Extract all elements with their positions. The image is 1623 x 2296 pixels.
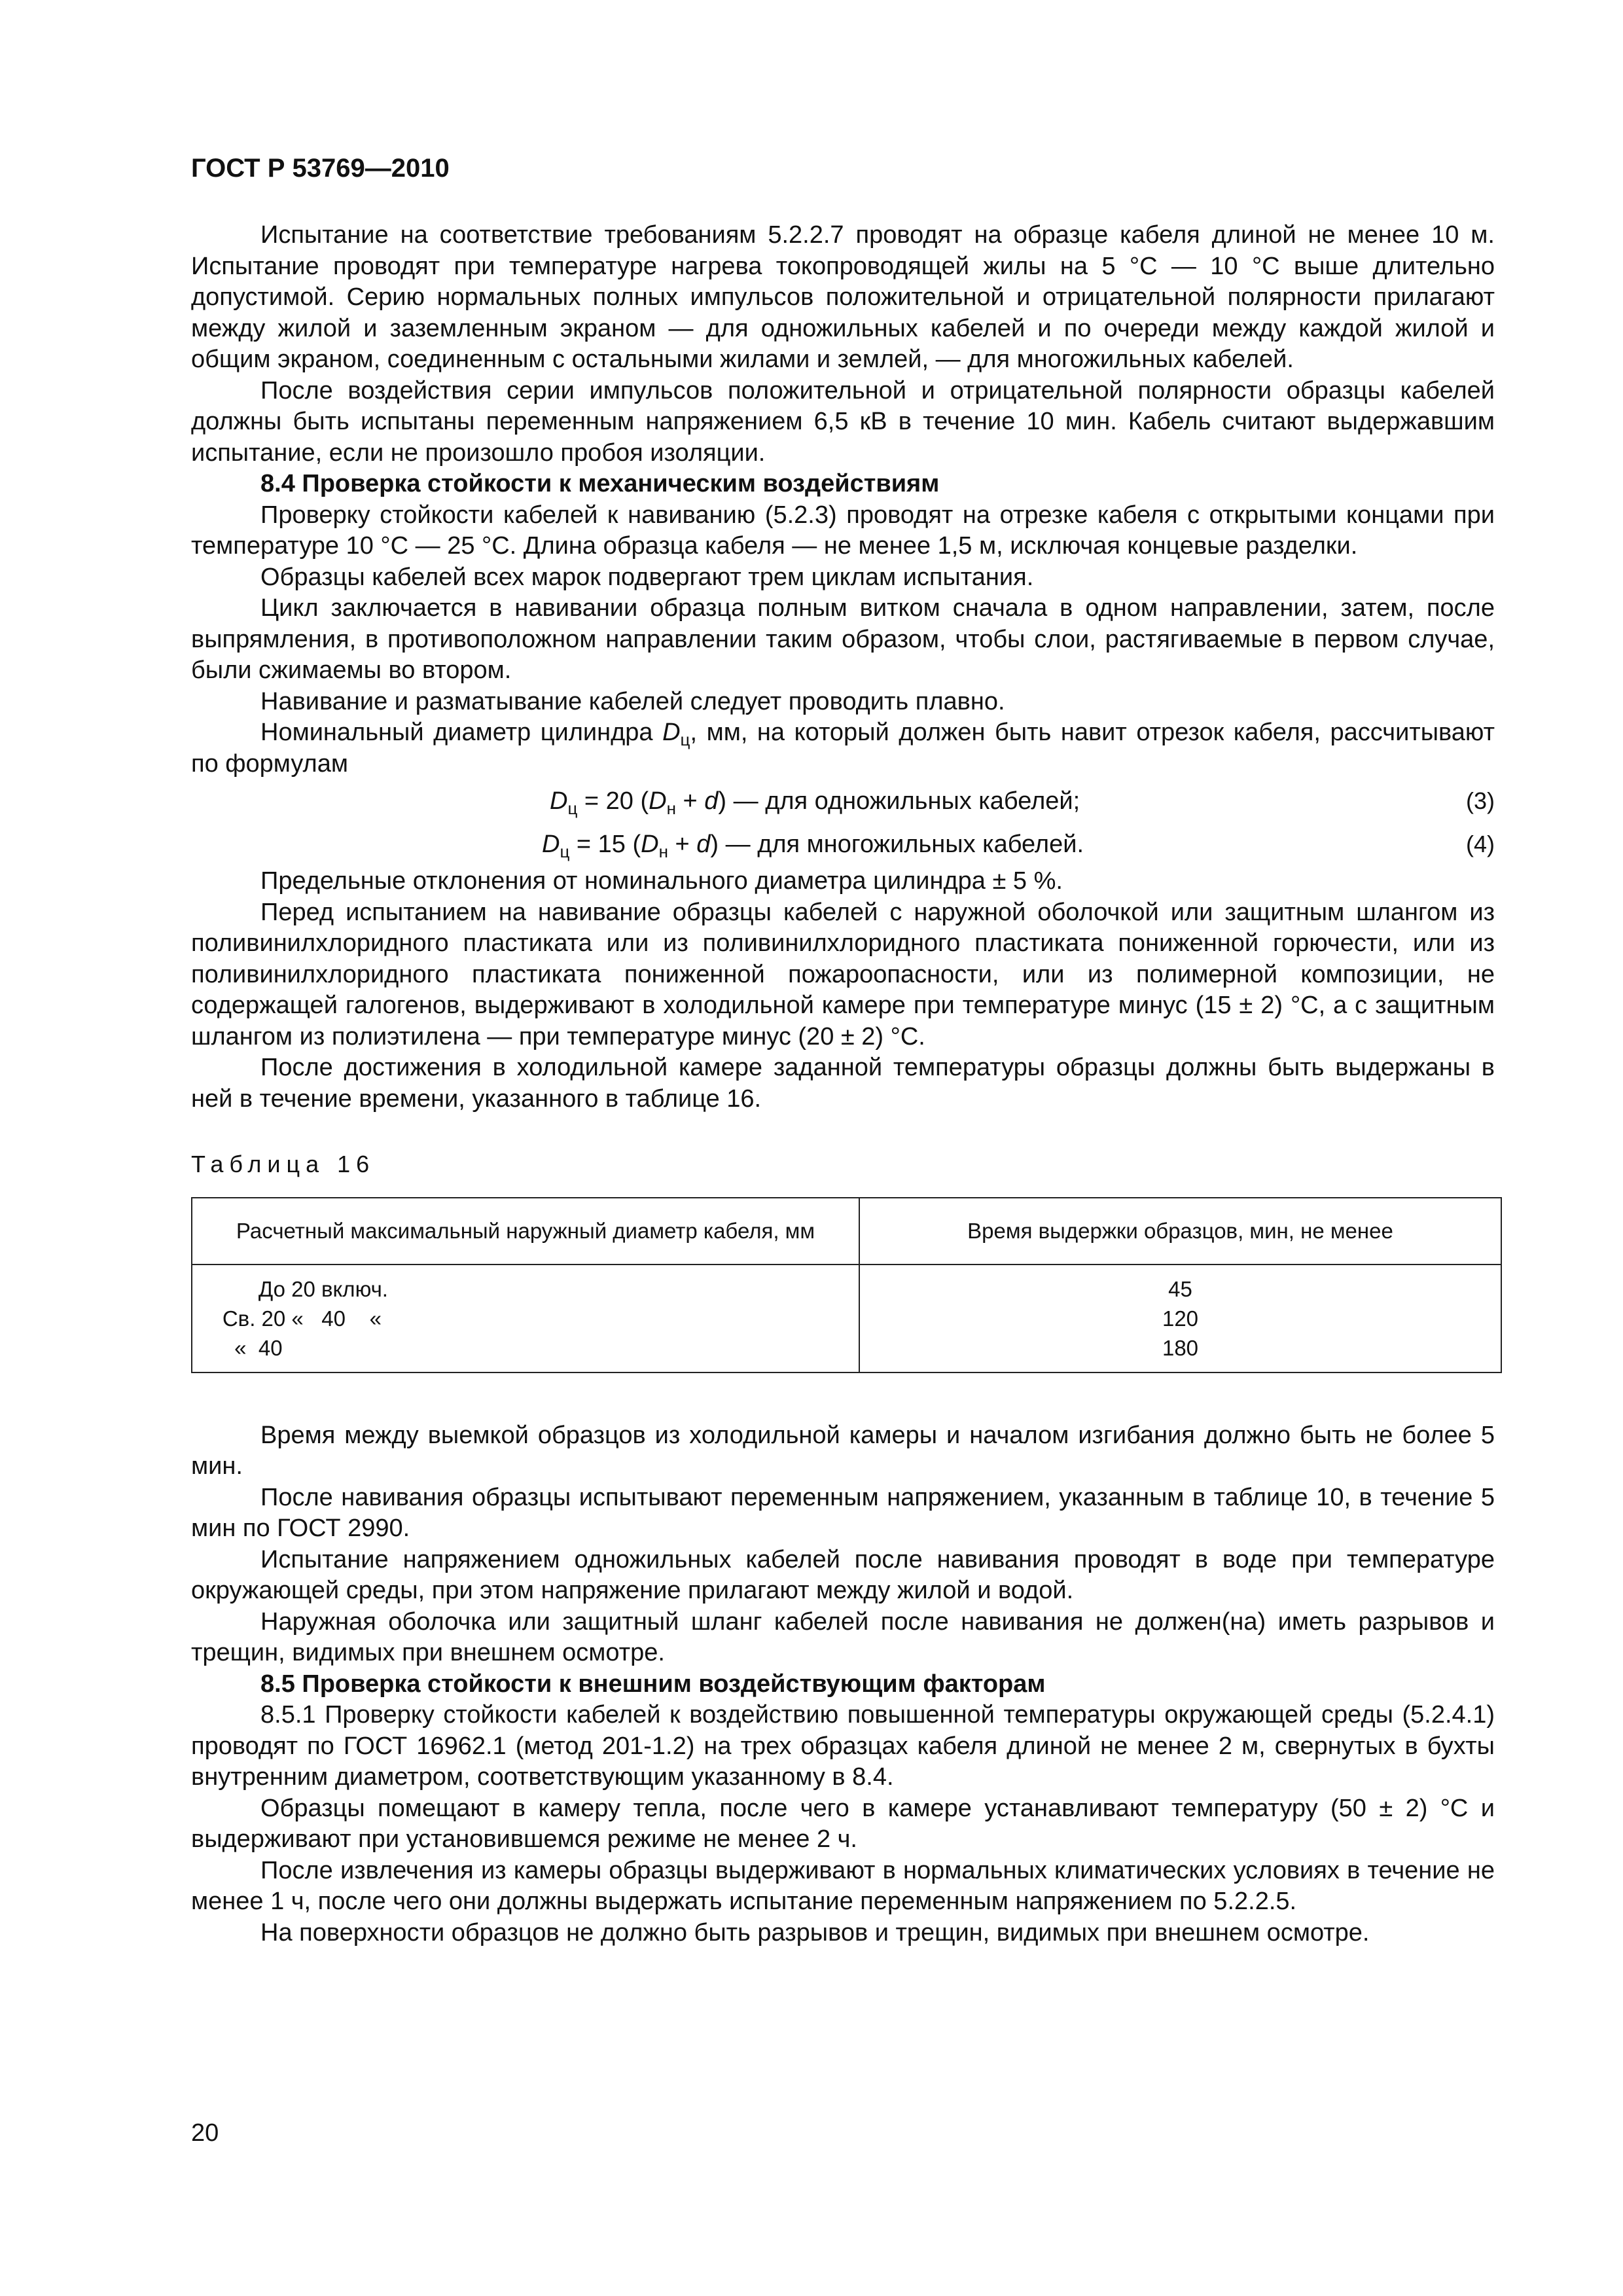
paragraph: Время между выемкой образцов из холодильной камеры и началом изгибания должно быть не более 5 мин.: [191, 1421, 1495, 1480]
standard-header: ГОСТ Р 53769—2010: [191, 154, 450, 183]
paragraph: Навивание и разматывание кабелей следует проводить плавно.: [260, 687, 1005, 715]
paragraph: На поверхности образцов не должно быть разрывов и трещин, видимых при внешнем осмотре.: [260, 1918, 1370, 1946]
paragraph: Цикл заключается в навивании образца полным витком сначала в одном направлении, затем, после выпрямления, в противоположном направлении таким образом, чтобы слои, растягиваемые в первом случае, были сжимаемы во втором.: [191, 594, 1495, 684]
paragraph: Перед испытанием на навивание образцы кабелей с наружной оболочкой или защитным шлангом из поливинилхлоридного пластиката или из поливинилхлоридного пластиката пониженной горючести, или из поливинилхлоридного пластиката пониженной пожароопасности, или из полимерной композиции, не содержащей галогенов, выдерживают в холодильной камере при температуре минус (15 ± 2) °С, а с защитным шлангом из полиэтилена — при температуре минус (20 ± 2) °С.: [191, 898, 1495, 1050]
paragraph: Проверку стойкости кабелей к навиванию (5.2.3) проводят на отрезке кабеля с открытыми концами при температуре 10 °С — 25 °С. Длина образца кабеля — не менее 1,5 м, исключая концевые разделки.: [191, 501, 1495, 560]
section-heading-8-5: 8.5 Проверка стойкости к внешним воздействующим факторам: [260, 1670, 1046, 1698]
document-body: [191, 220, 1495, 1948]
paragraph: Предельные отклонения от номинального диаметра цилиндра ± 5 %.: [260, 867, 1063, 895]
diameter-value: « 40: [192, 1335, 283, 1360]
paragraph: После воздействия серии импульсов положительной и отрицательной полярности образцы кабелей должны быть испытаны переменным напряжением 6,5 кВ в течение 10 мин. Кабель считают выдержавшим испытание, если не произошло пробоя изоляции.: [191, 376, 1495, 467]
paragraph: После извлечения из камеры образцы выдерживают в нормальных климатических условиях в течение не менее 1 ч, после чего они должны выдержать испытание переменным напряжением по 5.2.2.5.: [191, 1856, 1495, 1915]
section-heading-8-4: 8.4 Проверка стойкости к механическим воздействиям: [260, 470, 940, 497]
diameter-value: Св. 20 « 40 «: [192, 1306, 382, 1331]
time-value: 45: [1168, 1276, 1192, 1301]
exposure-time-table: [191, 1197, 1502, 1373]
paragraph: Испытание на соответствие требованиям 5.2.2.7 проводят на образце кабеля длиной не менее 10 м. Испытание проводят при температуре нагрева токопроводящей жилы на 5 °С — 10 °С выше длительно допустимой. Серию нормальных полных импульсов положительной и отрицательной полярности прилагают между жилой и заземленным экраном — для одножильных кабелей и по очереди между каждой жилой и общим экраном, соединенным с остальными жилами и землей, — для многожильных кабелей.: [191, 221, 1495, 373]
paragraph: Наружная оболочка или защитный шланг кабелей после навивания не должен(на) иметь разрывов и трещин, видимых при внешнем осмотре.: [191, 1607, 1495, 1666]
post-table-text: [191, 1420, 1495, 1949]
paragraph: 8.5.1 Проверку стойкости кабелей к воздействию повышенной температуры окружающей среды (5.2.4.1) проводят по ГОСТ 16962.1 (метод 201-1.2) на трех образцах кабеля длиной не менее 2 м, свернутых в бухты внутренним диаметром, соответствующим указанному в 8.4.: [191, 1701, 1495, 1791]
formula-number: (3): [1466, 787, 1495, 814]
formula-expression: $D_ц = 15$ $(D_н + d)$ — для многожильных кабелей.: [542, 831, 1084, 861]
paragraph: После достижения в холодильной камере заданной температуры образцы должны быть выдержаны в ней в течение времени, указанного в таблице 16.: [191, 1054, 1495, 1113]
time-value: 120: [1162, 1306, 1199, 1331]
paragraph-diameter-intro: Номинальный диаметр цилиндра $D_ц$, мм, на который должен быть навит отрезок кабеля, рассчитывают по формулам: [191, 719, 1495, 778]
paragraph: Образцы помещают в камеру тепла, после чего в камере устанавливают температуру (50 ± 2) °С и выдерживают при установившемся режиме не менее 2 ч.: [191, 1794, 1495, 1853]
paragraph: Образцы кабелей всех марок подвергают трем циклам испытания.: [260, 563, 1034, 591]
formula-4: [191, 823, 1495, 866]
table-row: [192, 1265, 1501, 1372]
time-value: 180: [1162, 1335, 1199, 1360]
formula-number: (4): [1466, 831, 1495, 857]
column-header: Время выдержки образцов, мин, не менее: [859, 1198, 1501, 1265]
table-caption: Таблица 16: [191, 1151, 376, 1177]
paragraph: Испытание напряжением одножильных кабелей после навивания проводят в воде при температуре окружающей среды, при этом напряжение прилагают между жилой и водой.: [191, 1545, 1495, 1604]
document-page: [191, 154, 1495, 1948]
time-cell: [859, 1265, 1501, 1372]
formula-expression: $D_ц = 20$ $(D_н + d)$ — для одножильных кабелей;: [550, 787, 1080, 818]
table-header-row: [192, 1198, 1501, 1265]
page-number: 20: [191, 2119, 219, 2147]
column-header: Расчетный максимальный наружный диаметр кабеля, мм: [192, 1198, 859, 1265]
formula-3: [191, 780, 1495, 823]
diameter-cell: [192, 1265, 859, 1372]
paragraph: После навивания образцы испытывают переменным напряжением, указанным в таблице 10, в течение 5 мин по ГОСТ 2990.: [191, 1483, 1495, 1542]
diameter-value: До 20 включ.: [192, 1276, 388, 1301]
